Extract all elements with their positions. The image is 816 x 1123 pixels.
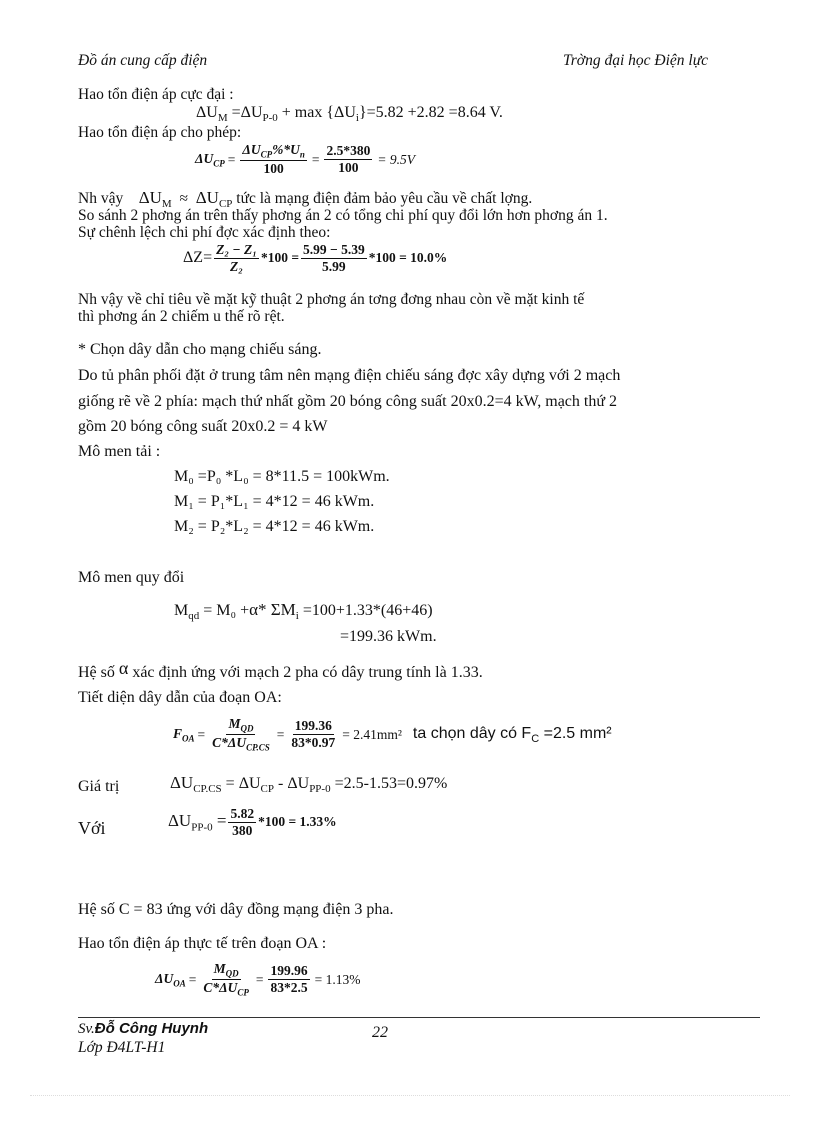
footer-rule bbox=[78, 1017, 760, 1018]
page-bottom-dotted-line bbox=[30, 1095, 790, 1096]
equation-allowed-voltage-loss: $\Delta U_{CP}$ = $\frac{\Delta U_{CP}\%*U_n}{100}$ = $\frac{2.5*380}{100}$ = 9.5V bbox=[195, 142, 415, 177]
equation-cost-difference: ΔZ= $\frac{\text{Z₂ − Z₁}}{\text{Z₂}}$ *100 = $\frac{5.99 - 5.39}{5.99}$ *100 = 10.0% bbox=[183, 242, 448, 274]
text-line: Do tủ phân phối đặt ở trung tâm nên mạng điện chiếu sáng đợc xây dựng với 2 mạch bbox=[78, 367, 621, 384]
text-line: gồm 20 bóng công suất 20x0.2 = 4 kW bbox=[78, 418, 328, 435]
text-line: Tiết diện dây dẫn của đoạn OA: bbox=[78, 689, 282, 706]
section-heading: * Chọn dây dẫn cho mạng chiếu sáng. bbox=[78, 341, 322, 358]
formula-delta-um: $\Delta U_M =\Delta U_{P-0} + \max \{\Delta U_i\}=5.82 +2.82 =8.64$ V. bbox=[196, 104, 503, 125]
header-right: Trờng đại học Điện lực bbox=[563, 52, 709, 69]
text-line: Mô men quy đổi bbox=[78, 569, 185, 586]
text-line: So sánh 2 phơng án trên thấy phơng án 2 có tổng chi phí quy đổi lớn hơn phơng án 1. bbox=[78, 207, 608, 224]
text-line: Hao tổn điện áp thực tế trên đoạn OA : bbox=[78, 935, 327, 952]
text-line: giống rẽ về 2 phía: mạch thứ nhất gồm 20 bóng công suất 20x0.2=4 kW, mạch thứ 2 bbox=[78, 393, 618, 410]
header-left: Đồ án cung cấp điện bbox=[78, 52, 208, 69]
moment-converted-result: =199.36 kWm. bbox=[340, 628, 437, 645]
text-line: Mô men tải : bbox=[78, 443, 161, 460]
equation-actual-voltage-loss: $\Delta U_{OA}$ = $\frac{M_{QD}}{C*\Delta U_{CP}}$ = $\frac{199.96}{83*2.5}$ = 1.13% bbox=[155, 961, 361, 998]
text-line: Hao tổn điện áp cho phép: bbox=[78, 124, 242, 141]
footer-class: Lớp Đ4LT-H1 bbox=[78, 1039, 166, 1056]
formula-voltage-value: $\Delta U_{CP.CS} = \Delta U_{CP} - \Delta U_{PP-0} =2.5-1.53=0.97\%$ bbox=[170, 773, 448, 796]
text-line-label: Với bbox=[78, 818, 106, 838]
text-line: Nh vậy về chỉ tiêu về mặt kỹ thuật 2 phơng án tơng đơng nhau còn về mặt kinh tế bbox=[78, 291, 585, 308]
text-line: Hệ số α xác định ứng với mạch 2 pha có dây trung tính là 1.33. bbox=[78, 658, 483, 681]
equation-cross-section: $F_{OA}$ = $\frac{M_{QD}}{C*\Delta U_{CP.CS}}$ = $\frac{199.36}{83*0.97}$ = 2.41mm² ta chọn dây có $F_C =2.5$ mm² bbox=[173, 716, 612, 753]
text-line: thì phơng án 2 chiếm u thế rõ rệt. bbox=[78, 308, 285, 325]
moment-m2: M₂ = P₂*L₂ = 4*12 = 46 kWm. bbox=[174, 518, 375, 535]
text-line: Nh vậy $\Delta U_M \approx \Delta U_{CP}$ tức là mạng điện đảm bảo yêu cầu về chất lợng. bbox=[78, 188, 533, 211]
moment-m1: M₁ = P₁*L₁ = 4*12 = 46 kWm. bbox=[174, 493, 375, 510]
text-line: Hao tổn điện áp cực đại : bbox=[78, 86, 234, 103]
equation-pp0: $\Delta U_{PP-0}$ = $\frac{5.82}{380}$ *100 = 1.33% bbox=[168, 806, 337, 838]
page-number: 22 bbox=[372, 1024, 388, 1041]
footer-student: Sv.Đỗ Công Huynh bbox=[78, 1020, 209, 1037]
text-line: Hệ số C = 83 ứng với dây đồng mạng điện 3 pha. bbox=[78, 901, 394, 918]
text-line-label: Giá trị bbox=[78, 778, 120, 795]
moment-m0: M₀ =P₀ *L₀ = 8*11.5 = 100kWm. bbox=[174, 468, 390, 485]
moment-converted: $M_{qd} = M_0 +\alpha*$ $\Sigma M_i =100+1.33*(46+46)$ bbox=[174, 600, 433, 623]
text-line: Sự chênh lệch chi phí đợc xác định theo: bbox=[78, 224, 331, 241]
